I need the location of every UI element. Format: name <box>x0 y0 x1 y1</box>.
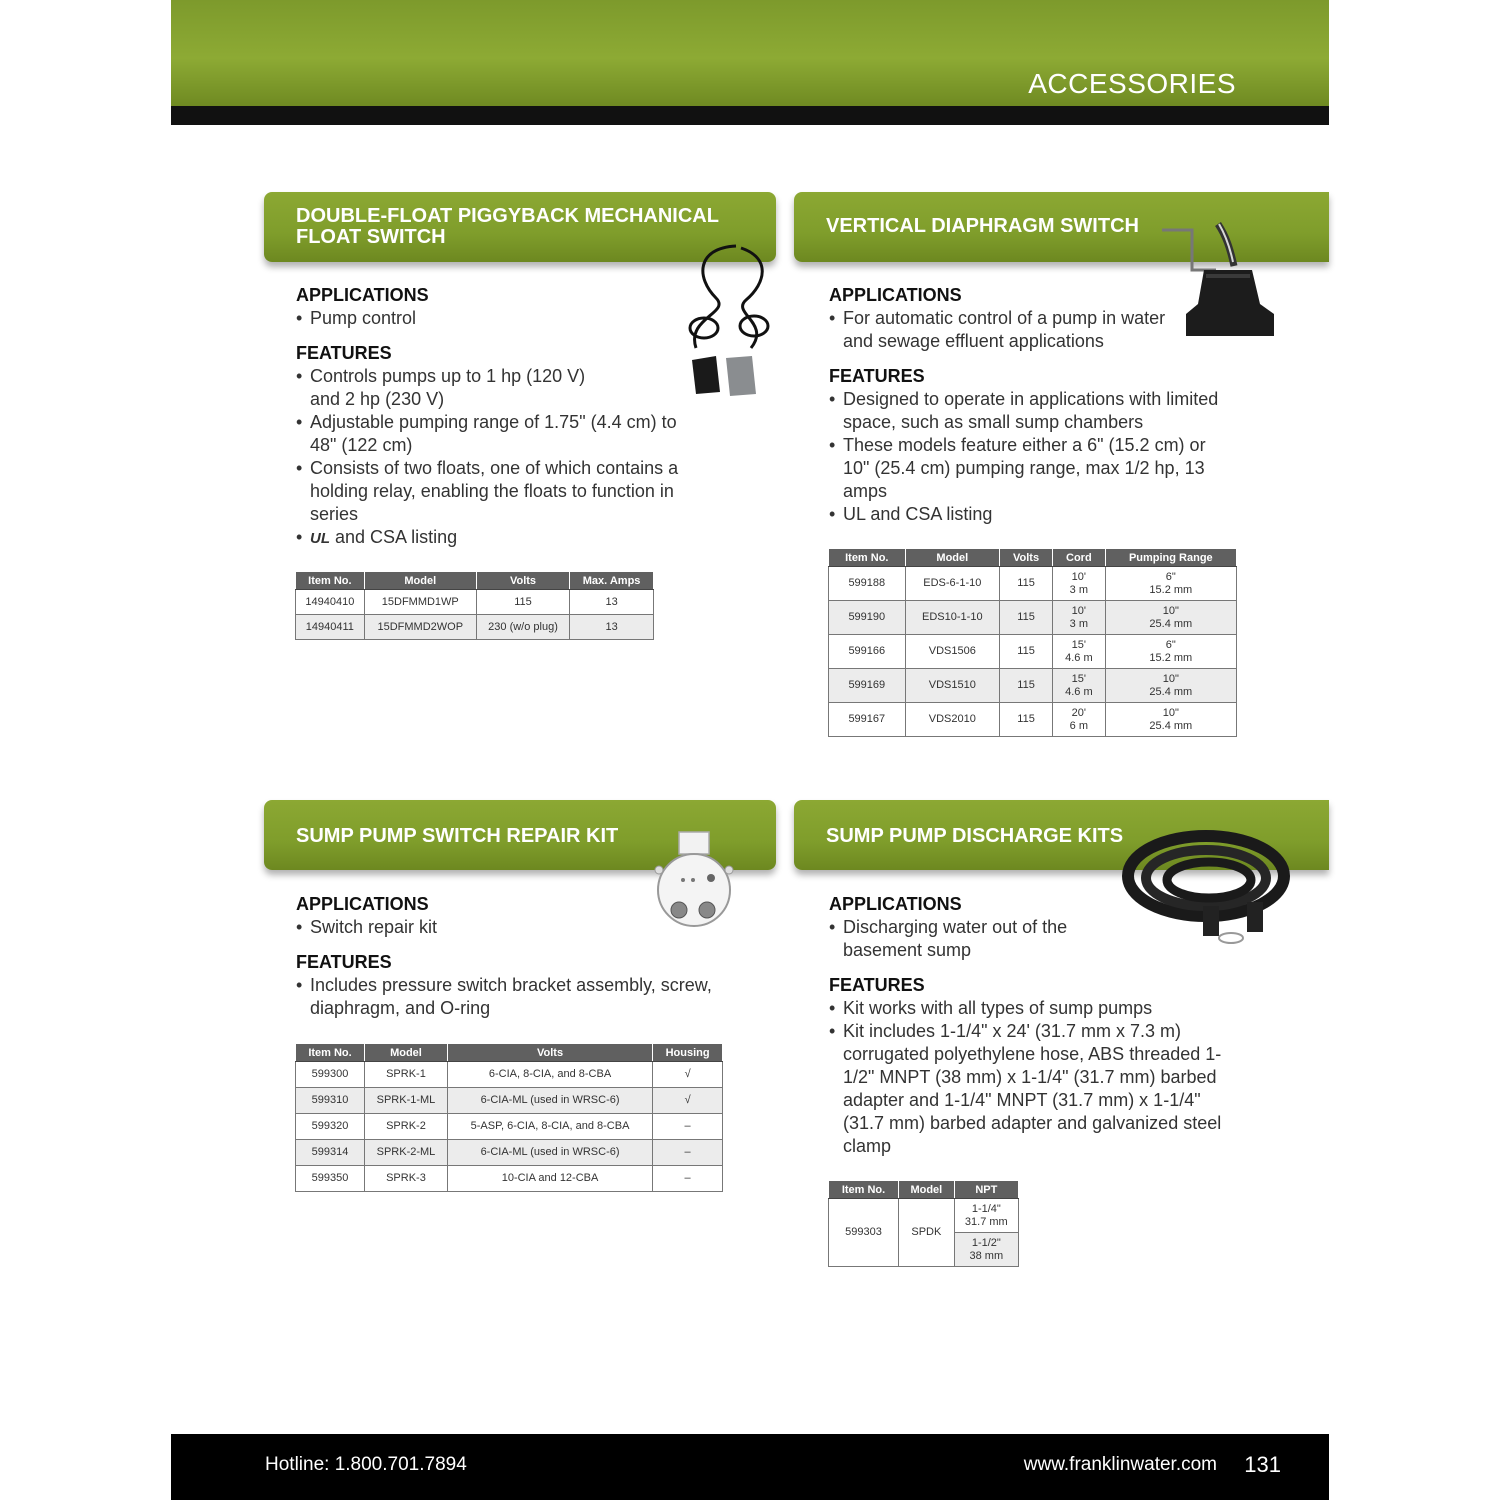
cord-feet: 10' <box>1071 570 1087 583</box>
table-cell: 599190 <box>829 601 906 635</box>
table-row <box>829 669 1237 703</box>
range-mm: 25.4 mm <box>1149 719 1193 732</box>
table-cell: 14940410 <box>296 590 365 615</box>
table-cell <box>1053 567 1106 601</box>
range-inches: 10" <box>1162 604 1179 617</box>
double-float-features-heading: FEATURES <box>296 343 392 363</box>
table-cell: 599169 <box>829 669 906 703</box>
table-cell: 599310 <box>296 1088 365 1114</box>
table-cell: 230 (w/o plug) <box>476 615 569 640</box>
repair-kit-features-heading: FEATURES <box>296 952 392 972</box>
table-cell <box>1053 601 1106 635</box>
double-float-feature-text: and CSA listing <box>335 527 458 547</box>
page-number: 131 <box>1244 1452 1281 1477</box>
double-float-applications-heading: APPLICATIONS <box>296 285 429 305</box>
table-header: Model <box>365 1044 448 1062</box>
table-cell: 6-CIA, 8-CIA, and 8-CBA <box>447 1062 652 1088</box>
table-cell: 13 <box>570 615 654 640</box>
table-cell: SPRK-1-ML <box>365 1088 448 1114</box>
double-float-feature: • Controls pumps up to 1 hp (120 V) and 2 hp (230 V) <box>296 365 610 411</box>
table-cell: SPDK <box>899 1199 955 1267</box>
vertical-diaphragm-features-heading: FEATURES <box>829 366 925 386</box>
catalog-page <box>171 0 1329 1500</box>
table-cell: – <box>653 1114 723 1140</box>
table-cell: 115 <box>476 590 569 615</box>
table-cell: 599314 <box>296 1140 365 1166</box>
discharge-kits-feature: • Kit includes 1-1/4" x 24' (31.7 mm x 7.3 m) corrugated polyethylene hose, ABS threaded 1-1/2" MNPT (38 mm) x 1-1/4" (31.7 mm) barbed adapter and 1-1/4" MNPT (31.7 mm) x 1-1/4" (31.7 mm) barbed adapter and galvanized steel clamp <box>829 1020 1243 1158</box>
table-cell: SPRK-2-ML <box>365 1140 448 1166</box>
table-header: Item No. <box>296 572 365 590</box>
discharge-kits-content <box>829 893 1259 1158</box>
npt-mm: 31.7 mm <box>964 1215 1008 1228</box>
double-float-feature: • Adjustable pumping range of 1.75" (4.4 cm) to 48" (122 cm) <box>296 411 690 457</box>
page-title: ACCESSORIES <box>1028 68 1236 99</box>
table-cell: 115 <box>1000 703 1053 737</box>
double-float-application: • Pump control <box>296 307 696 330</box>
table-header: Model <box>364 572 476 590</box>
table-cell: EDS10-1-10 <box>905 601 999 635</box>
table-cell: 599303 <box>829 1199 899 1267</box>
table-header: Pumping Range <box>1105 549 1236 567</box>
npt-mm: 38 mm <box>969 1249 1004 1262</box>
table-cell <box>1053 669 1106 703</box>
range-inches: 10" <box>1162 672 1179 685</box>
table-cell: 599350 <box>296 1166 365 1192</box>
table-cell: 5-ASP, 6-CIA, 8-CIA, and 8-CBA <box>447 1114 652 1140</box>
table-cell: 6-CIA-ML (used in WRSC-6) <box>447 1140 652 1166</box>
table-cell: 599166 <box>829 635 906 669</box>
table-row <box>829 1199 1019 1233</box>
table-cell: 599320 <box>296 1114 365 1140</box>
vertical-diaphragm-title: VERTICAL DIAPHRAGM SWITCH <box>826 215 1139 237</box>
table-row <box>296 1062 723 1088</box>
table-row <box>829 601 1237 635</box>
table-header: Model <box>905 549 999 567</box>
table-header: Housing <box>653 1044 723 1062</box>
discharge-kits-application: • Discharging water out of the basement sump <box>829 916 1103 962</box>
table-cell: 15DFMMD1WP <box>364 590 476 615</box>
range-inches: 10" <box>1162 706 1179 719</box>
table-cell: EDS-6-1-10 <box>905 567 999 601</box>
table-cell: 10-CIA and 12-CBA <box>447 1166 652 1192</box>
table-row <box>829 567 1237 601</box>
double-float-title-line1: DOUBLE-FLOAT PIGGYBACK MECHANICAL <box>296 205 719 227</box>
range-mm: 15.2 mm <box>1149 651 1193 664</box>
table-cell <box>954 1233 1018 1267</box>
table-header: Item No. <box>829 549 906 567</box>
website-link[interactable]: www.franklinwater.com <box>1023 1454 1217 1475</box>
repair-kit-table <box>295 1043 723 1192</box>
table-header: Max. Amps <box>570 572 654 590</box>
table-cell: 599167 <box>829 703 906 737</box>
table-header: Item No. <box>296 1044 365 1062</box>
table-cell: 599188 <box>829 567 906 601</box>
table-row <box>829 635 1237 669</box>
table-cell: √ <box>653 1062 723 1088</box>
discharge-kits-applications-heading: APPLICATIONS <box>829 894 962 914</box>
table-cell: 599300 <box>296 1062 365 1088</box>
top-rule <box>171 106 1329 125</box>
cord-meters: 4.6 m <box>1065 651 1093 664</box>
ul-listing-mark: UL <box>310 530 330 547</box>
table-cell: VDS1506 <box>905 635 999 669</box>
table-cell: 115 <box>1000 669 1053 703</box>
vertical-diaphragm-content <box>829 284 1259 526</box>
discharge-kits-table <box>828 1180 1019 1267</box>
table-cell: VDS1510 <box>905 669 999 703</box>
table-cell: 115 <box>1000 567 1053 601</box>
double-float-content <box>296 284 696 550</box>
table-header: Volts <box>1000 549 1053 567</box>
double-float-title-line2: FLOAT SWITCH <box>296 226 446 248</box>
table-row <box>296 1114 723 1140</box>
table-cell: – <box>653 1140 723 1166</box>
table-row <box>296 615 654 640</box>
double-float-feature: • Consists of two floats, one of which contains a holding relay, enabling the floats to function in series <box>296 457 700 526</box>
cord-feet: 10' <box>1071 604 1087 617</box>
table-row <box>296 590 654 615</box>
table-header: Volts <box>476 572 569 590</box>
cord-meters: 3 m <box>1069 583 1089 596</box>
table-row <box>296 1088 723 1114</box>
cord-feet: 20' <box>1071 706 1087 719</box>
repair-kit-feature: • Includes pressure switch bracket assembly, screw, diaphragm, and O-ring <box>296 974 740 1020</box>
repair-kit-application: • Switch repair kit <box>296 916 736 939</box>
cord-meters: 3 m <box>1069 617 1089 630</box>
footer <box>171 1434 1329 1500</box>
cord-feet: 15' <box>1071 672 1087 685</box>
table-cell <box>1105 635 1236 669</box>
vertical-diaphragm-feature: • UL and CSA listing <box>829 503 1259 526</box>
table-cell: √ <box>653 1088 723 1114</box>
table-cell: SPRK-1 <box>365 1062 448 1088</box>
discharge-kits-feature: • Kit works with all types of sump pumps <box>829 997 1259 1020</box>
cord-feet: 15' <box>1071 638 1087 651</box>
vertical-diaphragm-feature: • Designed to operate in applications with limited space, such as small sump chambers <box>829 388 1259 434</box>
table-cell <box>954 1199 1018 1233</box>
range-mm: 15.2 mm <box>1149 583 1193 596</box>
table-cell: – <box>653 1166 723 1192</box>
table-cell <box>1105 601 1236 635</box>
vertical-diaphragm-applications-heading: APPLICATIONS <box>829 285 962 305</box>
repair-kit-content <box>296 893 736 1020</box>
table-cell <box>1105 669 1236 703</box>
hotline: Hotline: 1.800.701.7894 <box>265 1454 467 1475</box>
table-cell: 14940411 <box>296 615 365 640</box>
table-row <box>296 1166 723 1192</box>
table-row <box>829 703 1237 737</box>
cord-meters: 4.6 m <box>1065 685 1093 698</box>
table-cell: 6-CIA-ML (used in WRSC-6) <box>447 1088 652 1114</box>
table-cell <box>1053 703 1106 737</box>
discharge-kits-title: SUMP PUMP DISCHARGE KITS <box>826 825 1124 847</box>
range-inches: 6" <box>1165 638 1176 651</box>
range-mm: 25.4 mm <box>1149 685 1193 698</box>
table-row <box>296 1140 723 1166</box>
table-cell: VDS2010 <box>905 703 999 737</box>
table-cell: 115 <box>1000 601 1053 635</box>
table-cell <box>1053 635 1106 669</box>
vertical-diaphragm-feature: • These models feature either a 6" (15.2 cm) or 10" (25.4 cm) pumping range, max 1/2 hp, 13 amps <box>829 434 1213 503</box>
cord-meters: 6 m <box>1069 719 1089 732</box>
npt-inches: 1-1/2" <box>971 1236 1001 1249</box>
table-header: Model <box>899 1181 955 1199</box>
range-inches: 6" <box>1165 570 1176 583</box>
table-header: NPT <box>954 1181 1018 1199</box>
double-float-feature-ul <box>296 526 696 550</box>
repair-kit-title: SUMP PUMP SWITCH REPAIR KIT <box>296 825 619 847</box>
table-cell: SPRK-2 <box>365 1114 448 1140</box>
table-cell: SPRK-3 <box>365 1166 448 1192</box>
vertical-diaphragm-application: • For automatic control of a pump in water and sewage effluent applications <box>829 307 1173 353</box>
npt-inches: 1-1/4" <box>971 1202 1001 1215</box>
table-cell: 13 <box>570 590 654 615</box>
table-cell <box>1105 567 1236 601</box>
table-header: Volts <box>447 1044 652 1062</box>
double-float-table <box>295 571 654 640</box>
table-header: Item No. <box>829 1181 899 1199</box>
repair-kit-applications-heading: APPLICATIONS <box>296 894 429 914</box>
table-cell: 15DFMMD2WOP <box>364 615 476 640</box>
vertical-diaphragm-table <box>828 548 1237 737</box>
range-mm: 25.4 mm <box>1149 617 1193 630</box>
table-cell: 115 <box>1000 635 1053 669</box>
table-header: Cord <box>1053 549 1106 567</box>
discharge-kits-features-heading: FEATURES <box>829 975 925 995</box>
table-cell <box>1105 703 1236 737</box>
